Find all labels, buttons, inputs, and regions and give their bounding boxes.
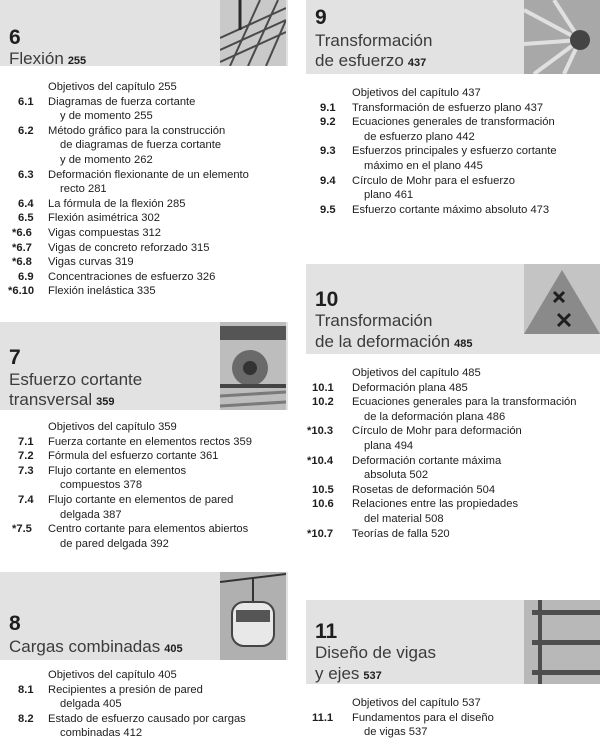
toc-entry[interactable]: 8.2 Estado de esfuerzo causado por cargas combinadas 412 — [18, 712, 246, 740]
toc-entry[interactable]: 8.1 Recipientes a presión de pared delgada 405 — [18, 683, 203, 711]
toc-entry[interactable]: Objetivos del capítulo 437 — [352, 87, 481, 99]
chapter-title: Flexión 255 — [9, 49, 87, 68]
toc-entry[interactable]: 6.1 Diagramas de fuerza cortante y de momento 255 — [18, 95, 196, 123]
toc-entry[interactable]: 11.1 Fundamentos para el diseño de vigas 537 — [312, 711, 494, 739]
chapter-page: 485 — [454, 338, 473, 350]
toc-entry[interactable]: 7.2 Fórmula del esfuerzo cortante 361 — [18, 450, 219, 463]
chapter-number: 8 — [9, 612, 21, 635]
chapter-header — [0, 0, 288, 66]
chapter-header — [306, 600, 600, 684]
turbine-blades-photo — [524, 0, 600, 74]
toc-entry[interactable]: 6.3 Deformación flexionante de un elemento recto 281 — [18, 168, 249, 196]
chapter-page: 359 — [96, 396, 115, 408]
chapter-number: 9 — [315, 6, 327, 29]
chapter-number: 6 — [9, 26, 21, 49]
toc-entry[interactable]: *6.8 Vigas curvas 319 — [12, 256, 134, 269]
steel-beams-photo — [524, 600, 600, 684]
chapter-title: Transformación — [315, 311, 433, 330]
toc-entry[interactable]: *10.3 Círculo de Mohr para deformación plana 494 — [307, 425, 522, 452]
toc-entry[interactable]: 9.3 Esfuerzos principales y esfuerzo cortante máximo en el plano 445 — [320, 145, 557, 172]
toc-entry[interactable]: 7.1 Fuerza cortante en elementos rectos 359 — [18, 435, 252, 448]
railway-wheel-photo — [220, 322, 286, 410]
toc-entry[interactable]: *10.4 Deformación cortante máxima absoluta 502 — [307, 454, 502, 482]
chapter-title: Transformación — [315, 31, 433, 50]
chapter-number: 7 — [9, 346, 21, 369]
chapter-page: 437 — [407, 57, 427, 69]
toc-entry[interactable]: Objetivos del capítulo 485 — [352, 367, 481, 379]
steel-rebar-grid-photo — [220, 0, 286, 66]
chapter-header — [306, 0, 600, 74]
chapter-title: Esfuerzo cortante — [9, 370, 143, 389]
toc-entry[interactable]: *6.10 Flexión inelástica 335 — [8, 285, 156, 298]
toc-entry[interactable]: *6.7 Vigas de concreto reforzado 315 — [12, 241, 210, 254]
toc-entry[interactable]: 9.2 Ecuaciones generales de transformación de esfuerzo plano 442 — [320, 116, 555, 143]
chapter-header — [0, 572, 288, 660]
chapter-title-line-2: de la deformación 485 — [315, 332, 473, 351]
toc-entry[interactable]: *10.7 Teorías de falla 520 — [307, 527, 450, 540]
toc-entries — [0, 668, 292, 741]
chapter-title-line-2: y ejes 537 — [315, 664, 382, 683]
chapter-page: 405 — [164, 643, 183, 655]
toc-entry[interactable]: 7.4 Flujo cortante en elementos de pared delgada 387 — [18, 493, 234, 521]
toc-entry[interactable]: Objetivos del capítulo 405 — [48, 669, 177, 681]
cable-car-gondola-photo — [220, 572, 286, 660]
toc-entry[interactable]: 10.1 Deformación plana 485 — [312, 381, 468, 394]
strain-rosette-structure-photo — [524, 264, 600, 334]
toc-entry[interactable]: Objetivos del capítulo 255 — [48, 81, 177, 93]
toc-entry[interactable]: 10.5 Rosetas de deformación 504 — [312, 483, 496, 496]
toc-entry[interactable]: 10.6 Relaciones entre las propiedades del material 508 — [312, 498, 519, 525]
chapter-header — [306, 264, 600, 354]
toc-entry[interactable]: 6.9 Concentraciones de esfuerzo 326 — [18, 270, 216, 283]
toc-entry[interactable]: 6.5 Flexión asimétrica 302 — [18, 212, 160, 225]
toc-entry[interactable]: 9.4 Círculo de Mohr para el esfuerzo plano 461 — [320, 174, 515, 202]
toc-entry[interactable]: *7.5 Centro cortante para elementos abiertos de pared delgada 392 — [12, 523, 249, 550]
toc-entry[interactable]: Objetivos del capítulo 359 — [48, 421, 177, 433]
toc-entries — [0, 80, 292, 299]
toc-entries — [306, 86, 600, 217]
chapter-title-line-2: de esfuerzo 437 — [315, 51, 427, 70]
chapter-header — [0, 322, 288, 410]
toc-entries — [306, 696, 600, 740]
toc-entry[interactable]: 7.3 Flujo cortante en elementos compuestos 378 — [18, 464, 187, 492]
toc-entry[interactable]: 6.4 La fórmula de la flexión 285 — [18, 197, 186, 210]
chapter-number: 11 — [315, 620, 338, 643]
toc-entry[interactable]: 9.5 Esfuerzo cortante máximo absoluto 473 — [320, 203, 550, 216]
toc-entry[interactable]: 9.1 Transformación de esfuerzo plano 437 — [320, 101, 544, 114]
chapter-page: 537 — [363, 670, 382, 682]
chapter-page: 255 — [67, 55, 87, 67]
toc-entries — [306, 366, 600, 541]
toc-entry[interactable]: Objetivos del capítulo 537 — [352, 697, 481, 709]
chapter-title-line-2: transversal 359 — [9, 390, 115, 409]
chapter-title: Diseño de vigas — [315, 643, 436, 662]
chapter-number: 10 — [315, 288, 339, 311]
toc-entry[interactable]: 10.2 Ecuaciones generales para la transformación de la deformación plana 486 — [312, 396, 577, 423]
toc-entries — [0, 420, 292, 551]
toc-entry[interactable]: 6.2 Método gráfico para la construcción de diagramas de fuerza cortante y de momento 262 — [18, 124, 226, 166]
chapter-title: Cargas combinadas 405 — [9, 637, 183, 656]
toc-entry[interactable]: *6.6 Vigas compuestas 312 — [12, 226, 161, 239]
